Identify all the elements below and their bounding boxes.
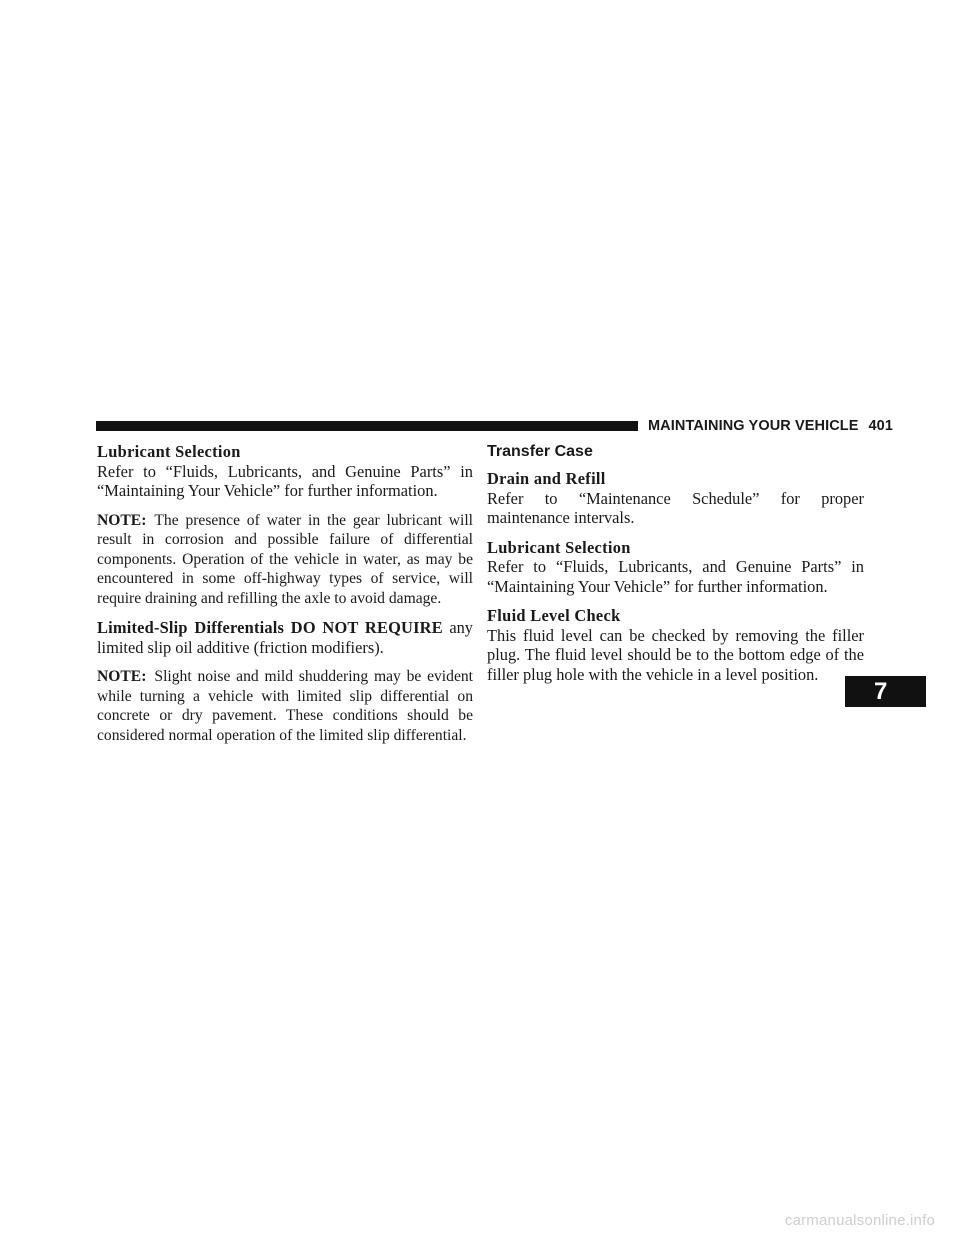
chapter-number: 7 <box>874 678 888 705</box>
left-column <box>97 442 473 755</box>
note-water <box>97 511 473 609</box>
section-title: MAINTAINING YOUR VEHICLE <box>648 418 859 434</box>
chapter-tab <box>845 676 926 707</box>
lubricant-selection-text: Refer to “Fluids, Lubricants, and Genuine Parts” in “Maintaining Your Vehicle” for further information. <box>487 557 864 596</box>
lsd-paragraph <box>97 618 473 657</box>
lubricant-selection-text: Refer to “Fluids, Lubricants, and Genuine Parts” in “Maintaining Your Vehicle” for further information. <box>97 461 473 500</box>
page-number: 401 <box>868 418 894 434</box>
note-label: NOTE: <box>97 668 147 685</box>
drain-refill-heading: Drain and Refill <box>487 469 606 488</box>
lsd-text: any limited slip oil additive (friction modifiers). <box>97 618 473 657</box>
fluid-level-heading: Fluid Level Check <box>487 606 621 625</box>
lsd-bold-text: Limited-Slip Differentials DO NOT REQUIRE <box>97 618 443 637</box>
note-water-text: The presence of water in the gear lubricant will result in corrosion and possible failure of differential components. Operation of the vehicle in water, as may be encountered in some off-highway types of service, will require draining and refilling the axle to avoid damage. <box>97 511 473 607</box>
lubricant-selection-heading: Lubricant Selection <box>97 442 241 461</box>
drain-refill-text: Refer to “Maintenance Schedule” for proper maintenance intervals. <box>487 488 864 527</box>
header-rule <box>96 421 638 431</box>
transfer-case-heading: Transfer Case <box>487 443 593 460</box>
lubricant-selection-heading: Lubricant Selection <box>487 537 631 557</box>
fluid-level-text: This fluid level can be checked by removing the filler plug. The fluid level should be to the bottom edge of the filler plug hole with the vehicle in a level position. <box>487 625 864 684</box>
watermark: carmanualsonline.info <box>784 1212 935 1229</box>
right-column <box>487 442 864 694</box>
running-header <box>648 418 893 434</box>
note-label: NOTE: <box>97 511 147 529</box>
note-shudder-text: Slight noise and mild shuddering may be evident while turning a vehicle with limited slip differential on concrete or dry pavement. These conditions should be considered normal operation of the limited slip differential. <box>97 668 473 744</box>
note-shudder <box>97 667 473 745</box>
